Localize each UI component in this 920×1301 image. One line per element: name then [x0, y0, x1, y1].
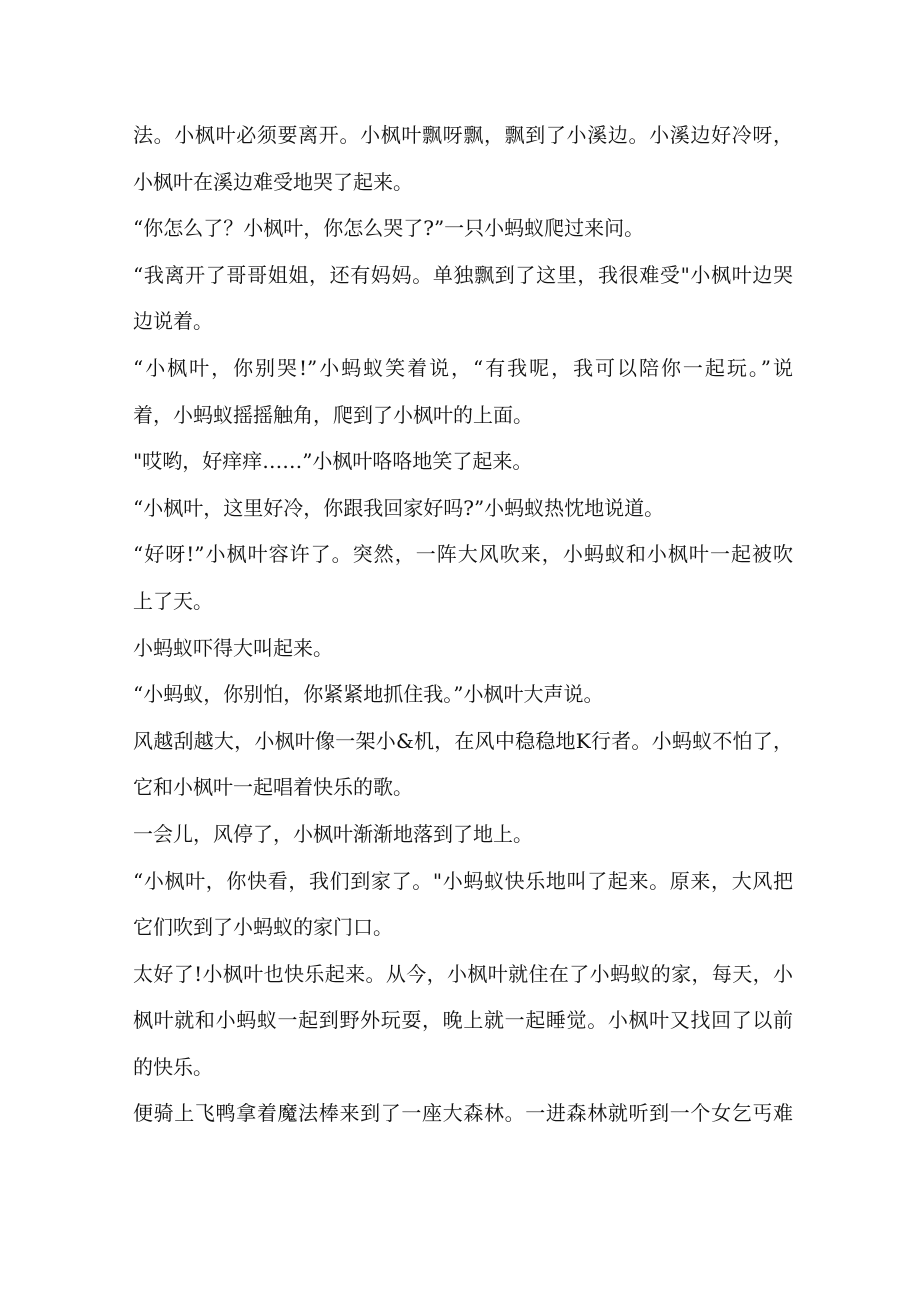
text-line: 上了天。	[133, 588, 213, 613]
text-line: 小蚂蚁吓得大叫起来。	[133, 635, 333, 660]
text-line: 边说着。	[133, 309, 213, 334]
text-line: “小枫叶，这里好冷，你跟我回家好吗?”小蚂蚁热忱地说道。	[133, 495, 665, 520]
text-line: 着，小蚂蚁摇摇触角，爬到了小枫叶的上面。	[133, 402, 533, 427]
text-line: 风越刮越大，小枫叶像一架小&机，在风中稳稳地K行者。小蚂蚁不怕了，	[133, 728, 793, 753]
text-line: 法。小枫叶必须要离开。小枫叶飘呀飘，飘到了小溪边。小溪边好冷呀，	[133, 123, 793, 147]
text-line: “你怎么了？小枫叶，你怎么哭了?”一只小蚂蚁爬过来问。	[133, 216, 645, 241]
text-line: 枫叶就和小蚂蚁一起到野外玩耍，晚上就一起睡觉。小枫叶又找回了以前	[133, 1008, 793, 1033]
text-line: “小蚂蚁，你别怕，你紧紧地抓住我。”小枫叶大声说。	[133, 682, 604, 707]
text-line: 小枫叶在溪边难受地哭了起来。	[133, 169, 413, 194]
text-line: "哎哟，好痒痒……”小枫叶咯咯地笑了起来。	[133, 449, 533, 474]
text-line: “好呀!”小枫叶容许了。突然，一阵大风吹来，小蚂蚁和小枫叶一起被吹	[133, 542, 793, 567]
text-line: 的快乐。	[133, 1054, 213, 1079]
story-text	[133, 112, 793, 1137]
text-line: 它和小枫叶一起唱着快乐的歌。	[133, 775, 413, 800]
text-line: “我离开了哥哥姐姐，还有妈妈。单独飘到了这里，我很难受"小枫叶边哭	[133, 262, 793, 287]
text-line: 太好了!小枫叶也快乐起来。从今，小枫叶就住在了小蚂蚁的家，每天，小	[133, 961, 793, 986]
text-line: “小枫叶，你快看，我们到家了。"小蚂蚁快乐地叫了起来。原来，大风把	[133, 868, 793, 893]
text-line: “小枫叶，你别哭!”小蚂蚁笑着说，“有我呢，我可以陪你一起玩。”说	[133, 355, 793, 380]
text-line: 一会儿，风停了，小枫叶渐渐地落到了地上。	[133, 821, 533, 846]
text-line: 它们吹到了小蚂蚁的家门口。	[133, 915, 393, 940]
text-line: 便骑上飞鸭拿着魔法棒来到了一座大森林。一进森林就听到一个女乞丐难	[133, 1101, 793, 1126]
